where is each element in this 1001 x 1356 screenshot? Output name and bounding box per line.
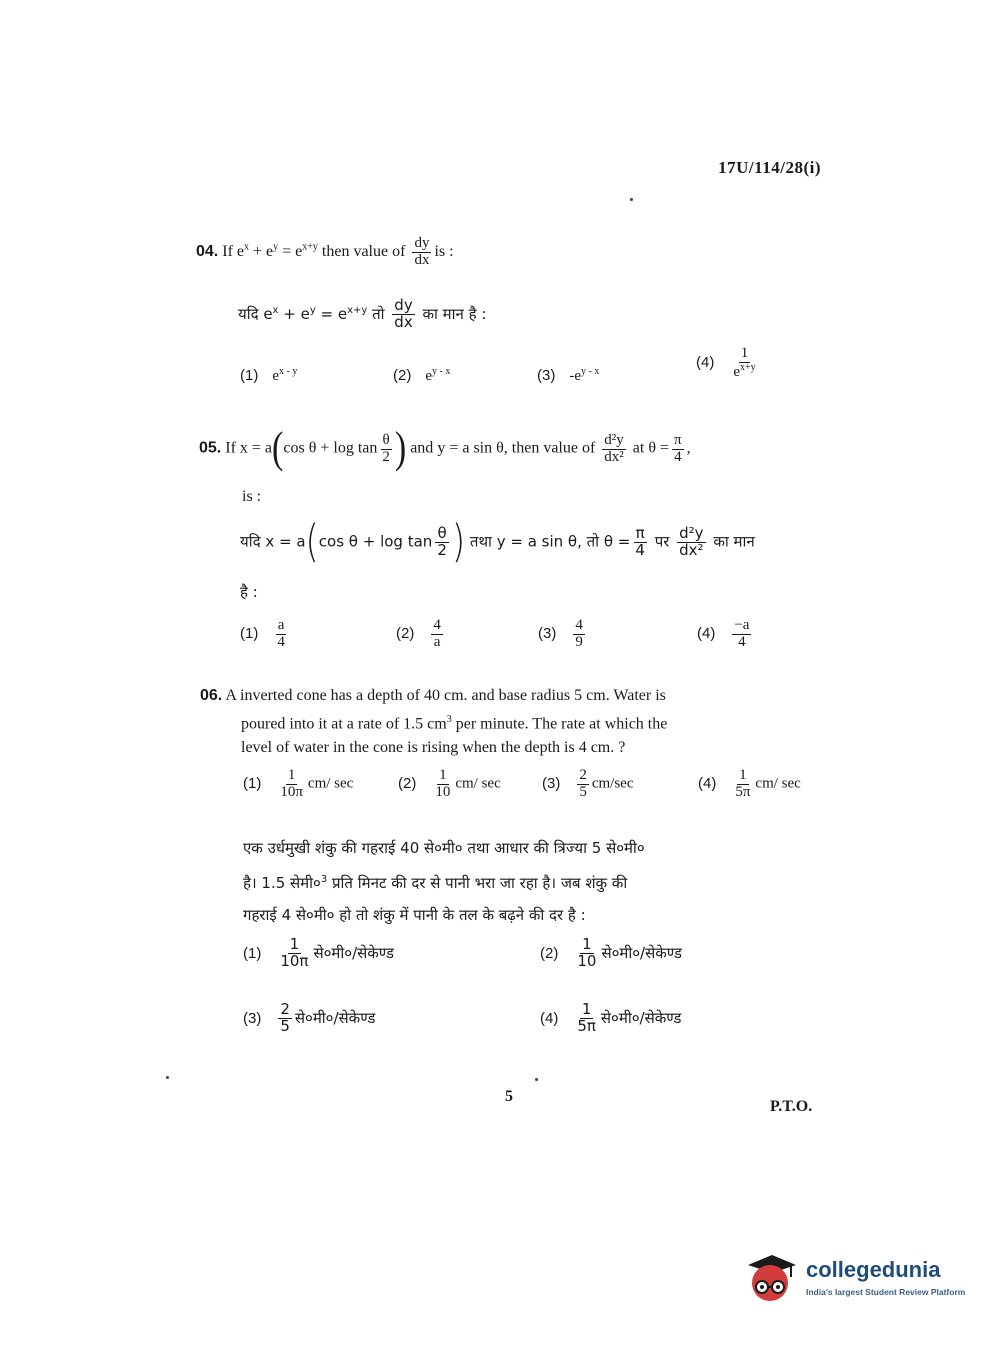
q06-option-4: (4) $\frac{1}{5\pi}$ cm/ sec bbox=[698, 767, 801, 800]
dy-dx-fraction: $\frac{dy}{dx}$ bbox=[414, 235, 430, 268]
paper-code: 17U/114/28(i) bbox=[718, 158, 821, 177]
question-number: 04. bbox=[196, 242, 219, 260]
q05-option-4: (4) $\frac{-a}{4}$ bbox=[697, 617, 750, 650]
q05-hindi-hai: है : bbox=[240, 583, 258, 601]
q06-hindi-option-2: (2) $\frac{1}{10}$ से०मी०/सेकेण्ड bbox=[540, 935, 682, 970]
q05-english: 05. If x = a(cos θ + log tan $\frac{\theta}{2}$ ) and y = a sin θ, then value of $\frac{\text{d²y}}{\text{dx²}}$ at θ = $\frac{\pi}{4}$ , bbox=[199, 424, 691, 473]
q05-is: is : bbox=[242, 488, 262, 505]
question-number: 05. bbox=[199, 439, 222, 457]
q04-option-3: (3) $-e^{y - x}$ bbox=[537, 366, 600, 384]
q04-option-2: (2) $e^{y - x}$ bbox=[393, 366, 451, 384]
q06-hindi: एक उर्धमुखी शंकु की गहराई 40 से०मी० तथा आधार की त्रिज्या 5 से०मी० है। 1.5 $सेमी०^3$ प्रति मिनट की दर से पानी भरा जा रहा है। जब शंकु की गहराई 4 से०मी० हो तो शंकु में पानी के तल के बढ़ने की दर है : bbox=[243, 839, 645, 924]
dy-dx-fraction: $\frac{dy}{dx}$ bbox=[394, 296, 413, 331]
q05-option-1: (1) $\frac{a}{4}$ bbox=[240, 617, 285, 650]
q06-hindi-option-1: (1) $\frac{1}{10\pi}$ से०मी०/सेकेण्ड bbox=[243, 935, 394, 970]
d2y-dx2-fraction: $\frac{\text{d²y}}{\text{dx²}}$ bbox=[604, 431, 624, 465]
page-number: 5 bbox=[505, 1088, 513, 1105]
q05-hindi: यदि x = a(cos θ + log tan $\frac{\theta}{2}$ ) तथा y = a sin θ, तो θ = $\frac{\pi}{4}$ पर $\frac{\text{d²y}}{\text{dx²}}$ का मान bbox=[240, 516, 755, 568]
mascot-icon bbox=[742, 1249, 800, 1307]
q06-option-3: (3) $\frac{2}{5}$ cm/sec bbox=[542, 767, 634, 800]
q06-option-1: (1) $\frac{1}{10\pi}$ cm/ sec bbox=[243, 767, 354, 800]
q04-english: 04. If $e^x + e^y = e^{x+y}$ then value of $\frac{dy}{dx}$ is : bbox=[196, 235, 454, 268]
question-number: 06. bbox=[200, 687, 223, 704]
q04-hindi: यदि $e^x + e^y = e^{x+y}$ तो $\frac{dy}{dx}$ का मान है : bbox=[238, 296, 487, 331]
q06-hindi-option-3: (3) $\frac{2}{5}$ से०मी०/सेकेण्ड bbox=[243, 1000, 376, 1035]
q04-option-4: (4) $\frac{1}{e^{x+y}}$ bbox=[696, 345, 756, 380]
pto-label: P.T.O. bbox=[770, 1098, 813, 1115]
logo-text bbox=[806, 1259, 965, 1297]
q04-option-1: (1) $e^{x - y}$ bbox=[240, 366, 298, 384]
q06-english: 06. A inverted cone has a depth of 40 cm. and base radius 5 cm. Water is poured into it at a rate of 1.5 $cm^3$ per minute. The rate at which the level of water in the cone is rising when the depth is 4 cm. ? bbox=[200, 687, 668, 757]
scan-speck bbox=[630, 198, 633, 201]
q05-option-2: (2) $\frac{4}{a}$ bbox=[396, 617, 441, 650]
logo-tagline: India's largest Student Review Platform bbox=[806, 1287, 966, 1297]
logo-brand: collegedunia bbox=[806, 1257, 941, 1282]
q06-hindi-option-4: (4) $\frac{1}{5\pi}$ से०मी०/सेकेण्ड bbox=[540, 1000, 682, 1035]
q06-option-2: (2) $\frac{1}{10}$ cm/ sec bbox=[398, 767, 501, 800]
scan-speck bbox=[166, 1076, 169, 1079]
q05-option-3: (3) $\frac{4}{9}$ bbox=[538, 617, 583, 650]
scan-speck bbox=[535, 1078, 538, 1081]
collegedunia-logo bbox=[742, 1248, 972, 1308]
